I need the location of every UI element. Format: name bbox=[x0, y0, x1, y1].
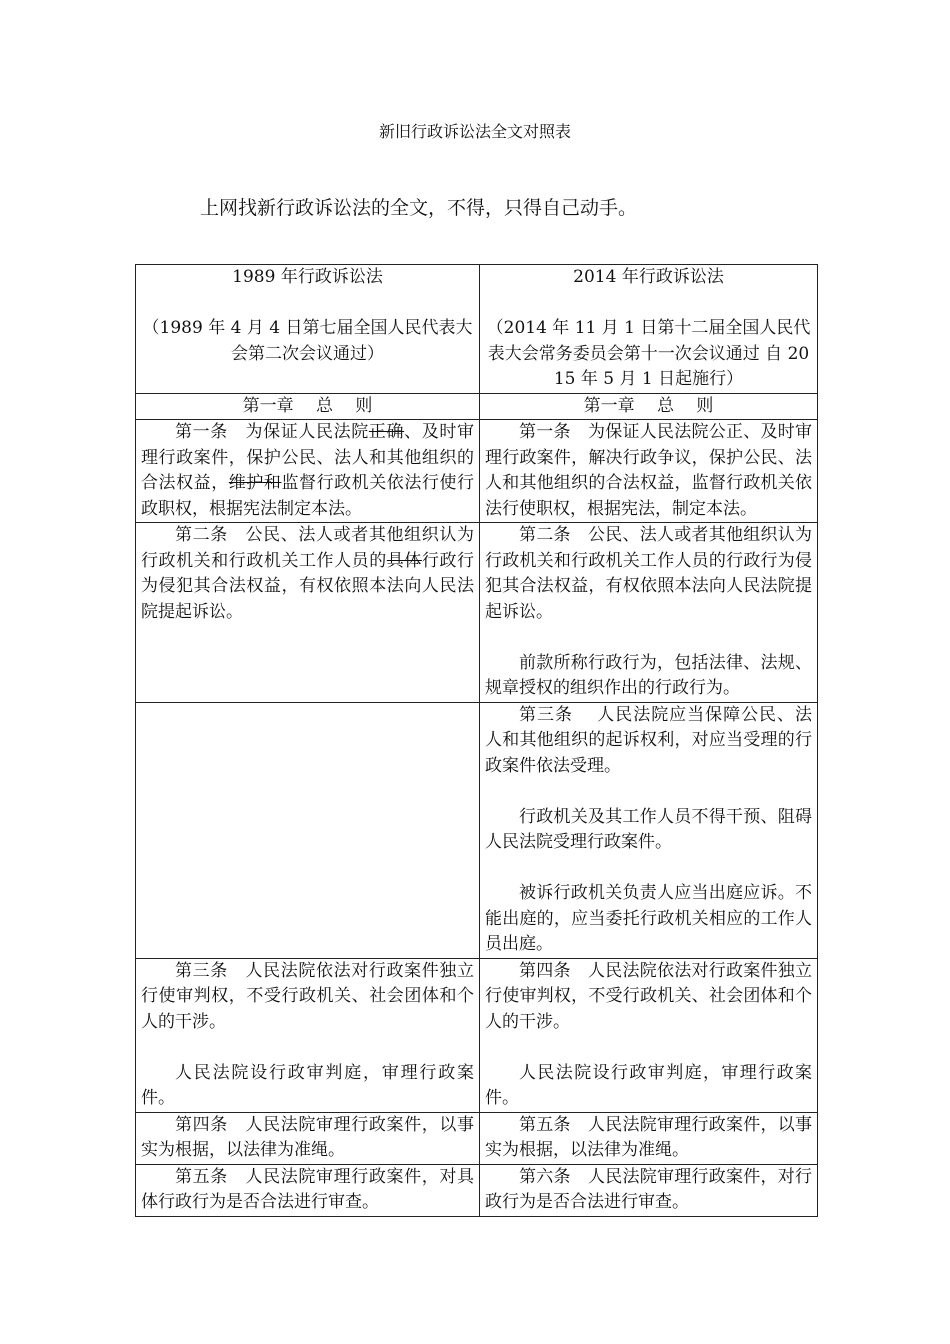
article-cell-1989 bbox=[136, 420, 480, 523]
article-text: 第二条 公民、法人或者其他组织认为行政机关和行政机关工作人员的具体行政行为侵犯其合法权益，有权依照本法向人民法院提起诉讼。 bbox=[141, 525, 475, 622]
article-text: 被诉行政机关负责人应当出庭应诉。不能出庭的，应当委托行政机关相应的工作人员出庭。 bbox=[485, 883, 812, 954]
article-cell-2014 bbox=[480, 702, 818, 958]
article-text: 第一条 为保证人民法院公正、及时审理行政案件，解决行政争议，保护公民、法人和其他组织的合法权益，监督行政机关依法行使职权，根据宪法，制定本法。 bbox=[485, 422, 812, 519]
article-cell-1989-empty bbox=[136, 702, 480, 958]
article-text: 人民法院设行政审判庭，审理行政案件。 bbox=[485, 1062, 812, 1108]
deleted-text: 维护和 bbox=[228, 473, 282, 493]
article-cell-1989 bbox=[136, 523, 480, 703]
article-text: 行政机关及其工作人员不得干预、阻碍人民法院受理行政案件。 bbox=[485, 806, 812, 852]
article-cell-1989 bbox=[136, 958, 480, 1112]
table-row bbox=[136, 1164, 818, 1216]
chapter-heading-2014: 第一章 总 则 bbox=[480, 393, 818, 420]
intro-paragraph: 上网找新行政诉讼法的全文，不得，只得自己动手。 bbox=[200, 197, 638, 219]
article-text: 前款所称行政行为，包括法律、法规、规章授权的组织作出的行政行为。 bbox=[485, 652, 812, 698]
article-text: 人民法院设行政审判庭，审理行政案件。 bbox=[141, 1062, 474, 1108]
article-cell-2014 bbox=[480, 1112, 818, 1164]
header-1989-title: 1989 年行政诉讼法 bbox=[232, 267, 383, 287]
article-cell-2014 bbox=[480, 420, 818, 523]
header-cell-2014 bbox=[480, 265, 818, 394]
article-cell-1989 bbox=[136, 1164, 480, 1216]
article-text: 第四条 人民法院依法对行政案件独立行使审判权，不受行政机关、社会团体和个人的干涉。 bbox=[485, 960, 812, 1032]
table-header-row bbox=[136, 265, 818, 394]
chapter-row bbox=[136, 393, 818, 420]
article-cell-2014 bbox=[480, 958, 818, 1112]
article-text: 第五条 人民法院审理行政案件，对具体行政行为是否合法进行审查。 bbox=[141, 1166, 474, 1212]
table-row bbox=[136, 958, 818, 1112]
header-cell-1989 bbox=[136, 265, 480, 394]
table-row bbox=[136, 1112, 818, 1164]
table-row bbox=[136, 420, 818, 523]
deleted-text: 正确 bbox=[368, 422, 405, 442]
article-cell-2014 bbox=[480, 1164, 818, 1216]
table-row bbox=[136, 523, 818, 703]
article-text: 第二条 公民、法人或者其他组织认为行政机关和行政机关工作人员的行政行为侵犯其合法权益，有权依照本法向人民法院提起诉讼。 bbox=[485, 525, 812, 622]
chapter-heading-1989: 第一章 总 则 bbox=[136, 393, 480, 420]
article-text: 第五条 人民法院审理行政案件，以事实为根据，以法律为准绳。 bbox=[485, 1114, 812, 1160]
comparison-table bbox=[135, 264, 818, 1217]
article-cell-2014 bbox=[480, 523, 818, 703]
article-cell-1989 bbox=[136, 1112, 480, 1164]
header-2014-subtitle: （2014 年 11 月 1 日第十二届全国人民代表大会常务委员会第十一次会议通过 自 2015 年 5 月 1 日起施行） bbox=[486, 318, 811, 389]
article-text: 第四条 人民法院审理行政案件，以事实为根据，以法律为准绳。 bbox=[141, 1114, 474, 1160]
header-2014-title: 2014 年行政诉讼法 bbox=[573, 267, 724, 287]
article-text: 第六条 人民法院审理行政案件，对行政行为是否合法进行审查。 bbox=[485, 1166, 812, 1212]
header-1989-subtitle: （1989 年 4 月 4 日第七届全国人民代表大会第二次会议通过） bbox=[142, 318, 473, 364]
deleted-text: 具体 bbox=[386, 550, 422, 571]
article-text: 第三条 人民法院应当保障公民、法人和其他组织的起诉权利，对应当受理的行政案件依法受理。 bbox=[485, 704, 812, 776]
document-title: 新旧行政诉讼法全文对照表 bbox=[378, 122, 571, 141]
table-row bbox=[136, 702, 818, 958]
article-text: 第一条 为保证人民法院正确、及时审理行政案件，保护公民、法人和其他组织的合法权益，维护和监督行政机关依法行使行政职权，根据宪法制定本法。 bbox=[141, 422, 475, 519]
article-text: 第三条 人民法院依法对行政案件独立行使审判权，不受行政机关、社会团体和个人的干涉。 bbox=[141, 960, 474, 1032]
